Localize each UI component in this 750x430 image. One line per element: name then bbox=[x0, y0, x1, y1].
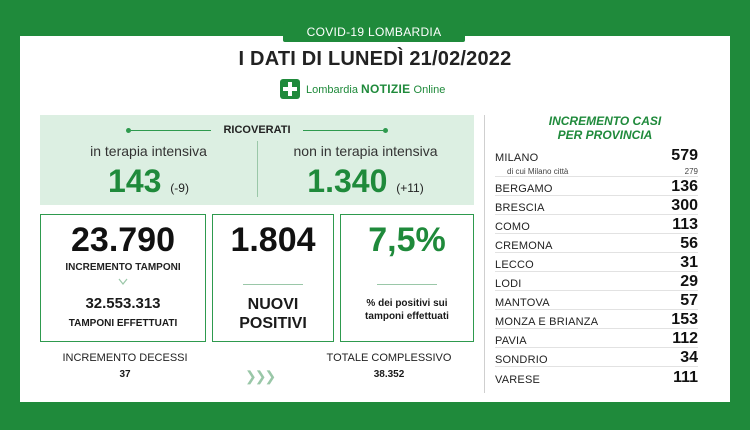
province-list bbox=[495, 147, 698, 386]
list-item-milano bbox=[495, 147, 698, 177]
province-value: 111 bbox=[673, 369, 698, 386]
province-value: 113 bbox=[672, 216, 698, 233]
percentuale-label-line2: tamponi effettuati bbox=[365, 311, 449, 322]
logo-online: Online bbox=[413, 84, 446, 96]
incremento-decessi-label: INCREMENTO DECESSI bbox=[62, 352, 188, 364]
non-terapia-intensiva-delta: (+11) bbox=[396, 181, 424, 195]
milano-citta-label: di cui Milano città bbox=[507, 167, 569, 176]
divider-line bbox=[131, 130, 211, 131]
nuovi-positivi-label-line1: NUOVI bbox=[247, 296, 299, 313]
terapia-intensiva-delta: (-9) bbox=[170, 181, 189, 195]
top-banner: COVID-19 LOMBARDIA bbox=[283, 22, 465, 42]
logo-notizie: NOTIZIE bbox=[361, 82, 411, 96]
province-name: MILANO bbox=[495, 152, 539, 164]
non-terapia-intensiva-value bbox=[257, 163, 474, 200]
totale-complessivo-value: 38.352 bbox=[373, 369, 405, 380]
milano-citta bbox=[495, 167, 698, 176]
province-value: 34 bbox=[680, 349, 698, 366]
list-item bbox=[495, 291, 698, 310]
milano-citta-value: 279 bbox=[684, 167, 698, 176]
decessi-row bbox=[40, 352, 474, 392]
milano-main bbox=[495, 147, 698, 164]
province-value: 300 bbox=[671, 197, 698, 214]
arrows-right-icon: ❯❯❯ bbox=[245, 368, 275, 384]
percentuale-label-line1: % dei positivi sui bbox=[366, 298, 448, 309]
province-value: 57 bbox=[680, 292, 698, 309]
list-item bbox=[495, 367, 698, 386]
non-terapia-intensiva-number: 1.340 bbox=[307, 163, 388, 199]
province-title-line2: PER PROVINCIA bbox=[557, 128, 653, 142]
province-title-line1: INCREMENTO CASI bbox=[548, 114, 662, 128]
logo-brand: Lombardia bbox=[306, 84, 358, 96]
percentuale-positivi-label bbox=[341, 297, 473, 323]
positivi-card bbox=[212, 214, 334, 342]
dot-right bbox=[383, 128, 388, 133]
province-title bbox=[490, 114, 720, 142]
ricoverati-title: RICOVERATI bbox=[223, 124, 291, 136]
nuovi-positivi-value: 1.804 bbox=[230, 221, 316, 259]
non-terapia-intensiva bbox=[257, 143, 474, 200]
incremento-tamponi-value: 23.790 bbox=[71, 221, 175, 259]
tamponi-effettuati-value: 32.553.313 bbox=[85, 295, 161, 312]
province-name: MONZA E BRIANZA bbox=[495, 316, 599, 328]
incremento-decessi-value: 37 bbox=[119, 369, 131, 380]
lombardia-cross-icon bbox=[280, 79, 300, 99]
province-value: 56 bbox=[680, 235, 698, 252]
incremento-tamponi-label: INCREMENTO TAMPONI bbox=[65, 262, 181, 273]
terapia-intensiva-label: in terapia intensiva bbox=[90, 143, 207, 159]
logo bbox=[280, 78, 445, 100]
card-divider bbox=[377, 284, 437, 285]
province-value: 31 bbox=[680, 254, 698, 271]
province-name: LECCO bbox=[495, 259, 534, 271]
list-item bbox=[495, 272, 698, 291]
list-item bbox=[495, 177, 698, 196]
terapia-intensiva-number: 143 bbox=[108, 163, 162, 199]
non-terapia-intensiva-label: non in terapia intensiva bbox=[293, 143, 438, 159]
province-name: PAVIA bbox=[495, 335, 527, 347]
province-name: BERGAMO bbox=[495, 183, 553, 195]
province-value: 153 bbox=[671, 311, 698, 328]
province-name: SONDRIO bbox=[495, 354, 548, 366]
logo-text bbox=[306, 82, 445, 96]
nuovi-positivi-label bbox=[213, 295, 333, 333]
province-value: 579 bbox=[671, 147, 698, 164]
totale-complessivo-label: TOTALE COMPLESSIVO bbox=[326, 352, 452, 364]
province-name: MANTOVA bbox=[495, 297, 550, 309]
nuovi-positivi-label-line2: POSITIVI bbox=[239, 315, 307, 332]
tamponi-effettuati-label: TAMPONI EFFETTUATI bbox=[68, 318, 178, 329]
percentuale-card bbox=[340, 214, 474, 342]
page-title: I DATI DI LUNEDÌ 21/02/2022 bbox=[238, 48, 512, 70]
card-divider bbox=[243, 284, 303, 285]
vertical-divider bbox=[484, 115, 485, 393]
totale-complessivo bbox=[304, 352, 474, 380]
province-name: COMO bbox=[495, 221, 531, 233]
list-item bbox=[495, 196, 698, 215]
province-name: CREMONA bbox=[495, 240, 553, 252]
province-name: BRESCIA bbox=[495, 202, 545, 214]
terapia-intensiva-value bbox=[40, 163, 257, 200]
tamponi-card bbox=[40, 214, 206, 342]
terapia-intensiva bbox=[40, 143, 257, 200]
province-value: 136 bbox=[671, 178, 698, 195]
divider-line bbox=[303, 130, 383, 131]
incremento-decessi bbox=[40, 352, 210, 380]
list-item bbox=[495, 215, 698, 234]
list-item bbox=[495, 310, 698, 329]
province-value: 29 bbox=[680, 273, 698, 290]
ricoverati-box bbox=[40, 115, 474, 205]
ricoverati-header bbox=[40, 123, 474, 137]
list-item bbox=[495, 234, 698, 253]
list-item bbox=[495, 348, 698, 367]
province-value: 112 bbox=[672, 330, 698, 347]
percentuale-positivi-value: 7,5% bbox=[368, 221, 446, 259]
chevron-down-icon bbox=[118, 278, 128, 286]
province-name: LODI bbox=[495, 278, 522, 290]
list-item bbox=[495, 329, 698, 348]
province-name: VARESE bbox=[495, 374, 541, 386]
list-item bbox=[495, 253, 698, 272]
